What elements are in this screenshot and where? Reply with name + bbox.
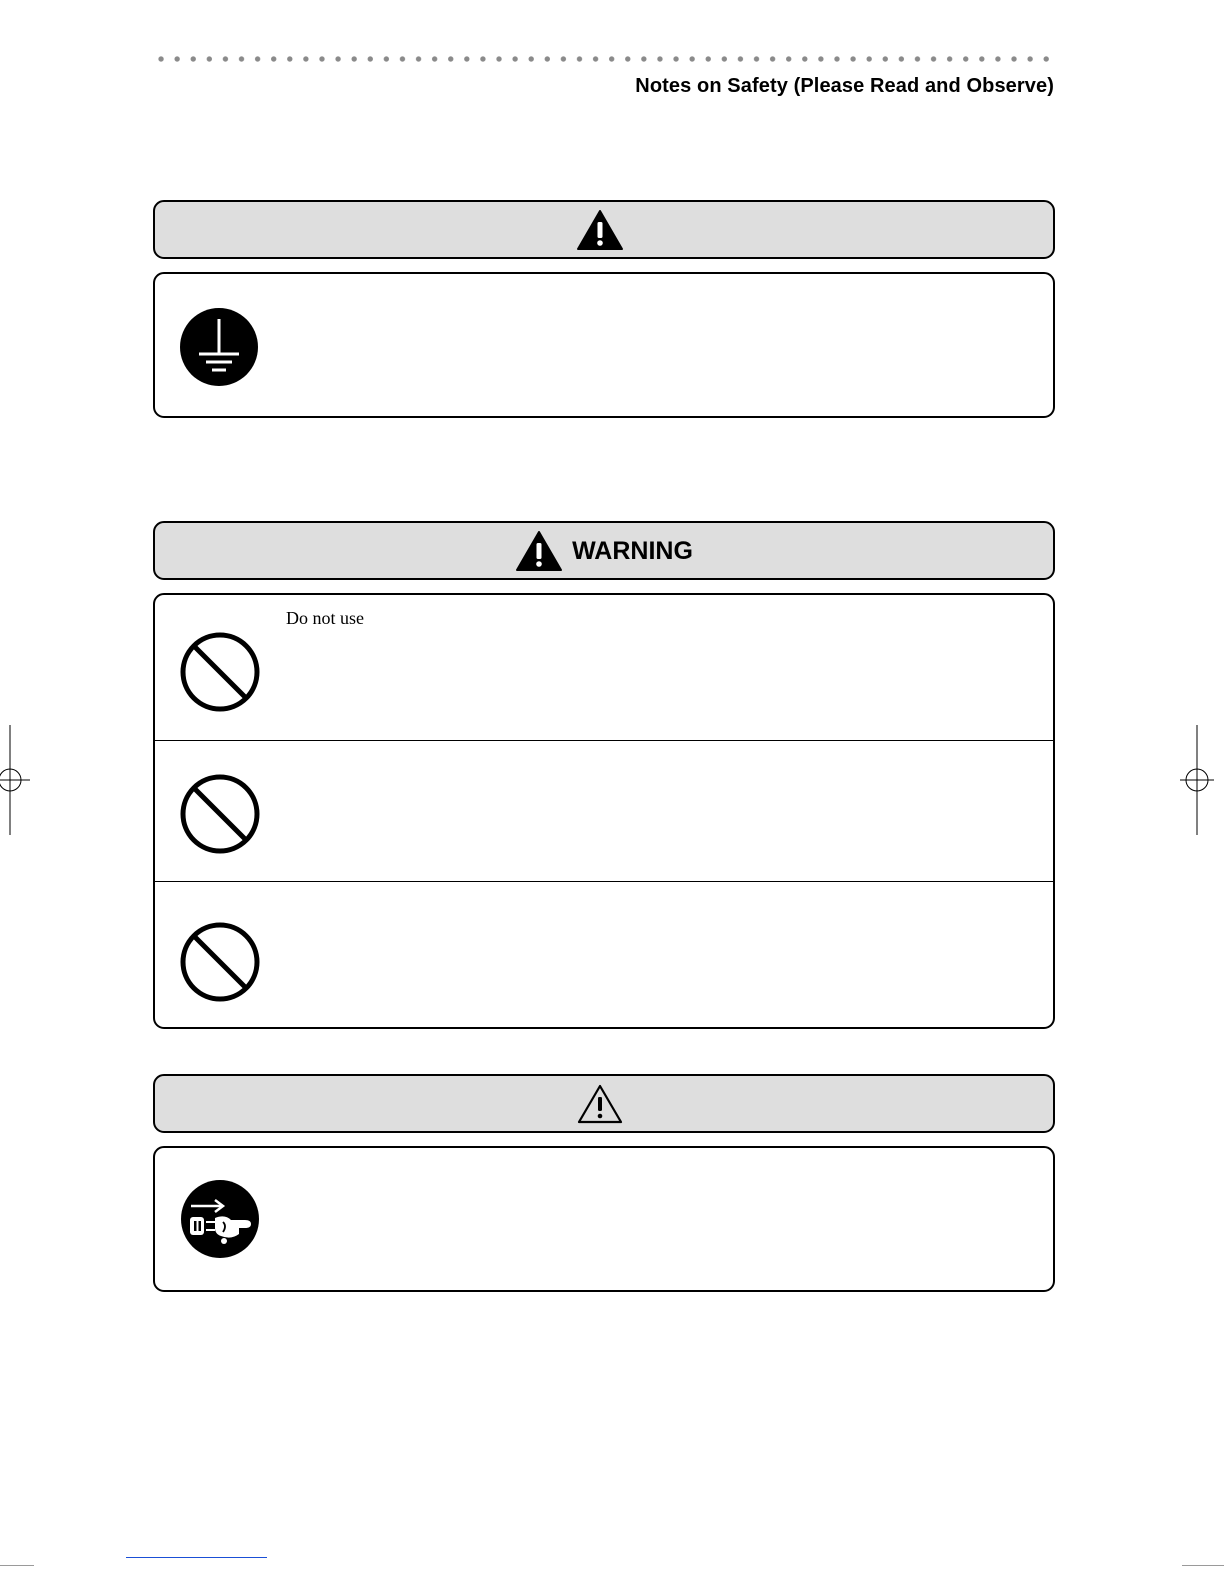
page-header-title: Notes on Safety (Please Read and Observe): [635, 75, 1054, 97]
caution-box: [153, 1146, 1055, 1292]
warning-box: [153, 593, 1055, 1029]
prohibition-icon: [179, 921, 261, 1003]
grounding-banner: [153, 200, 1055, 259]
grounding-row: [155, 274, 1053, 416]
warning-row-text: Do not use: [286, 608, 364, 628]
warning-row: [155, 881, 1053, 1027]
prohibition-icon: [179, 773, 261, 855]
registration-mark-right: [1180, 725, 1224, 835]
ground-symbol-icon: [179, 307, 259, 387]
unplug-icon: [179, 1178, 261, 1260]
registration-mark-left: [0, 725, 34, 835]
warning-triangle-icon: [515, 530, 563, 572]
warning-triangle-icon: [576, 209, 624, 251]
crop-mark-bottom-left: [0, 1565, 34, 1566]
caution-banner: [153, 1074, 1055, 1133]
caution-row: [155, 1148, 1053, 1290]
warning-banner-label: WARNING: [572, 537, 693, 565]
caution-outline-triangle-icon: [576, 1083, 624, 1125]
footer-rule: [126, 1557, 267, 1558]
crop-mark-bottom-right: [1182, 1565, 1224, 1566]
warning-banner: [153, 521, 1055, 580]
prohibition-icon: [179, 631, 261, 713]
grounding-box: [153, 272, 1055, 418]
warning-row: [155, 595, 1053, 740]
dotted-leader: [153, 54, 1055, 64]
warning-row: [155, 740, 1053, 881]
